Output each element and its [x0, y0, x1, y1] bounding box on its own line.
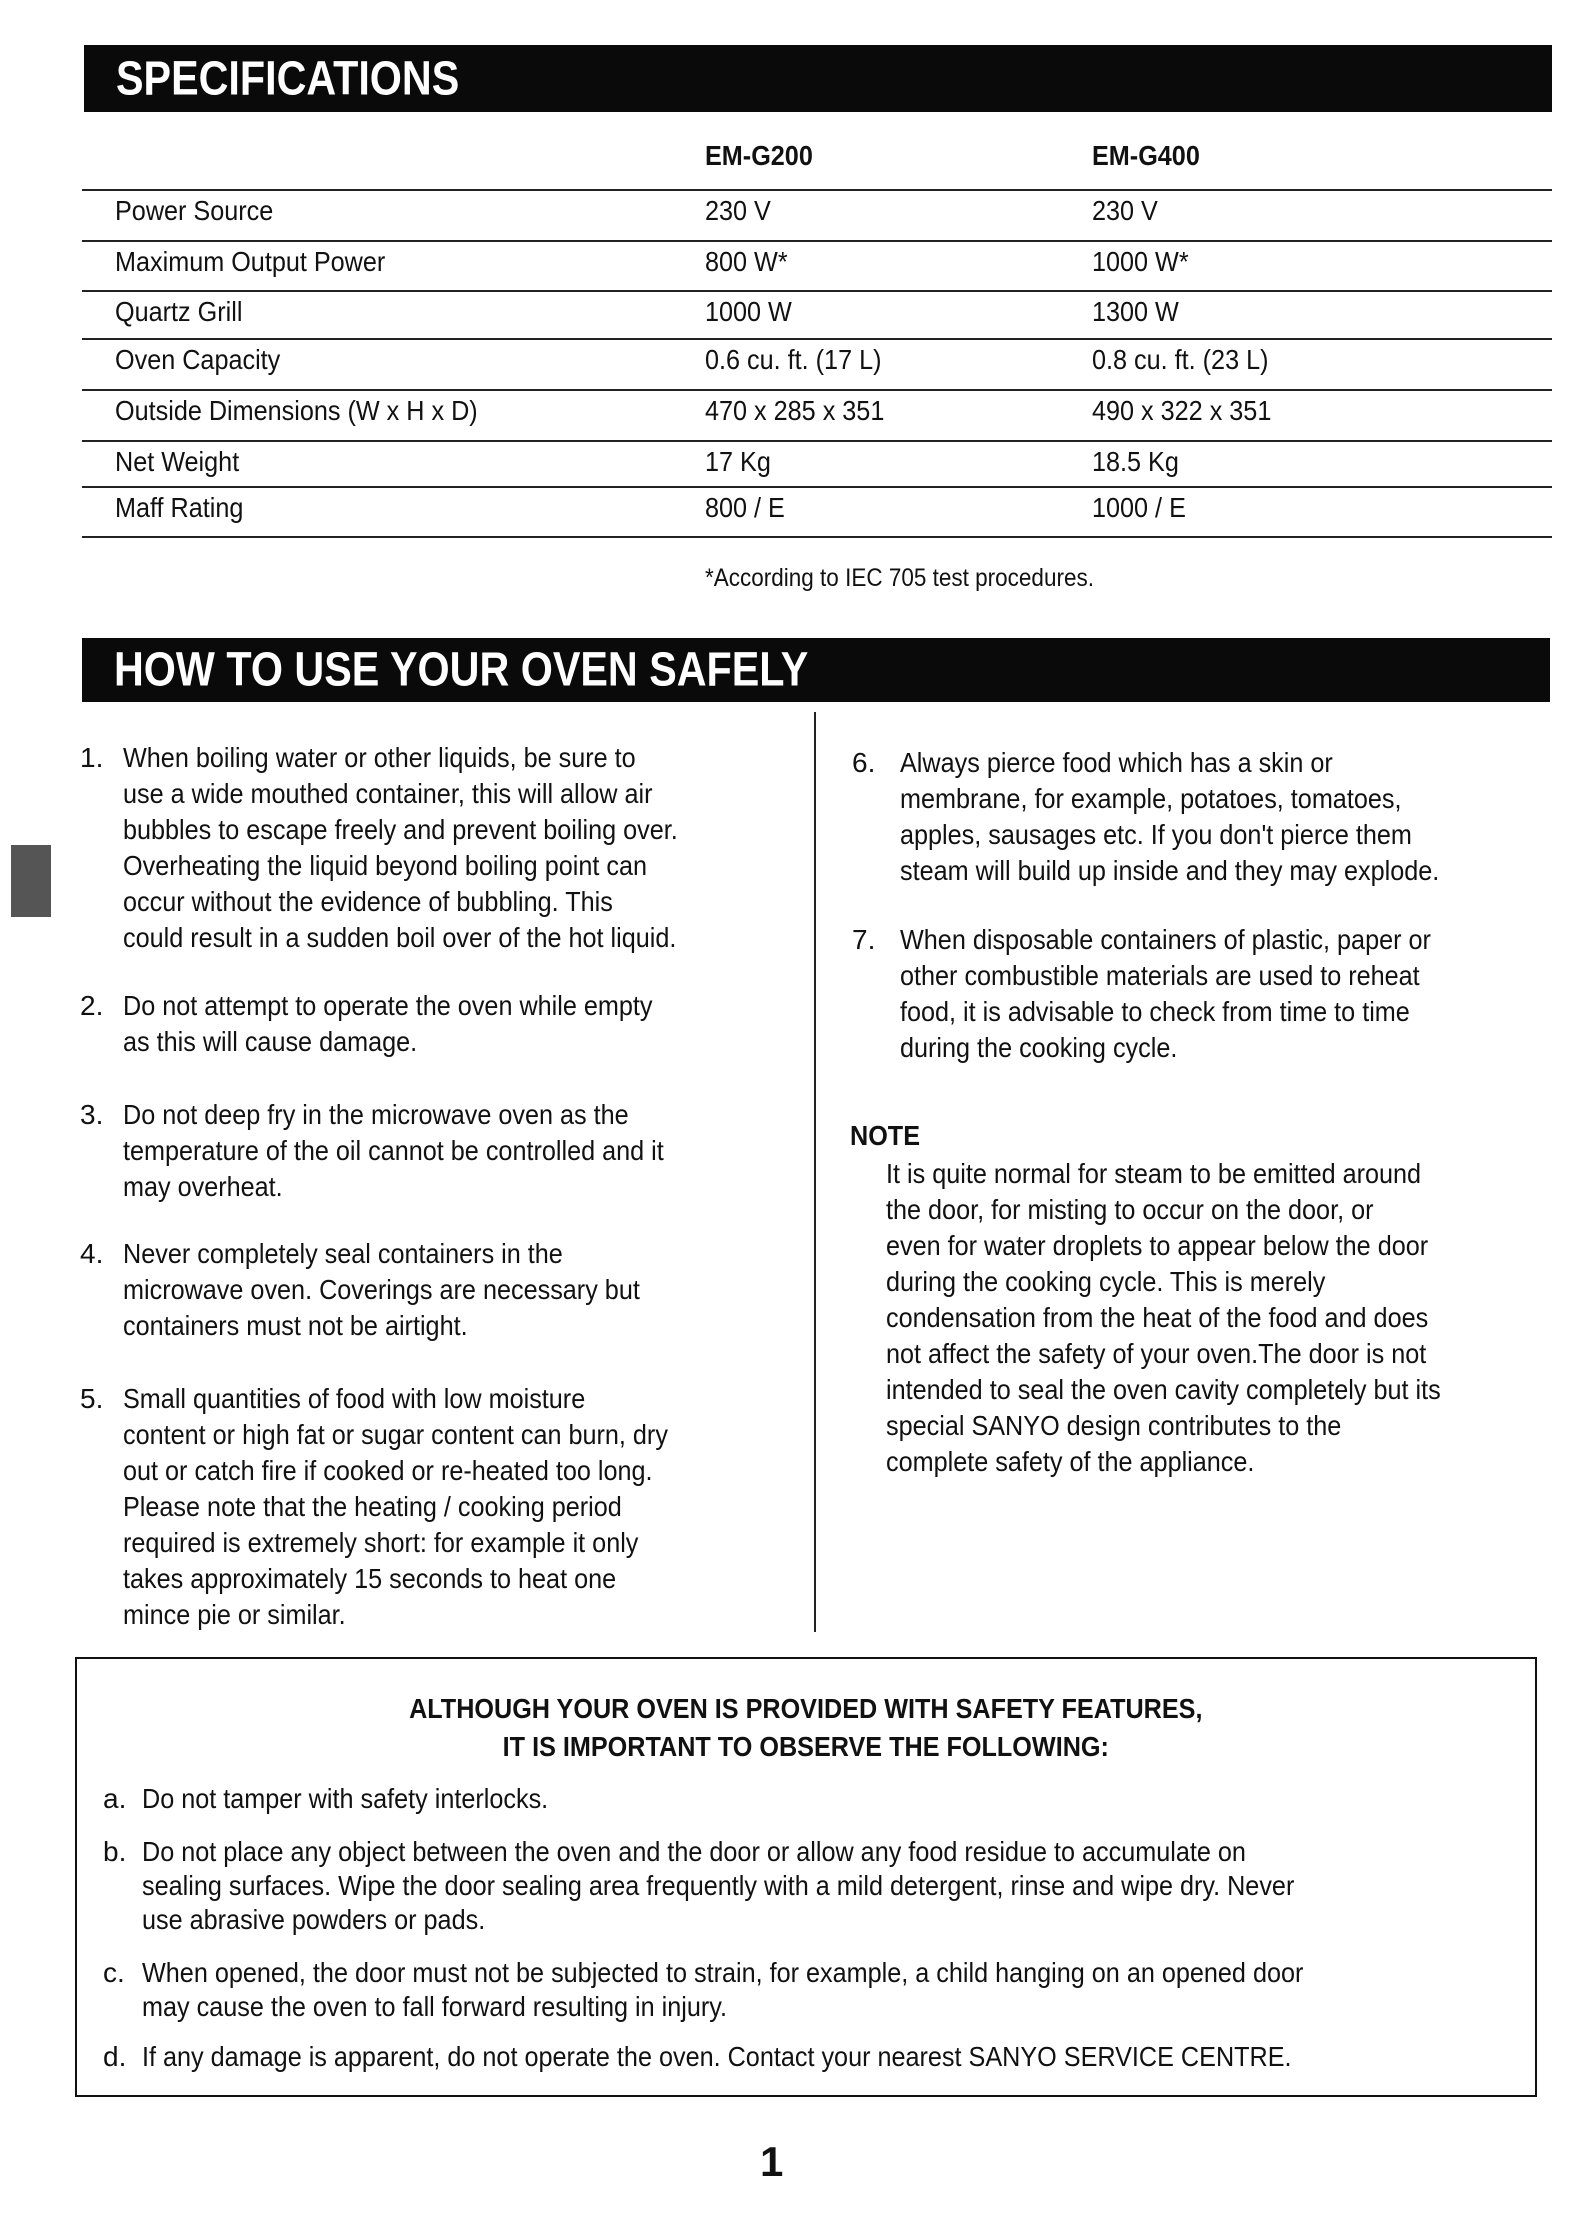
- text-line: [900, 1030, 1490, 1066]
- value-em-g200: [705, 446, 778, 478]
- table-rule: [82, 290, 1552, 292]
- value-em-g200: [705, 395, 904, 427]
- table-row: [0, 344, 1576, 384]
- table-row: [0, 492, 1576, 532]
- table-row: [0, 395, 1576, 435]
- value-em-g400: [1092, 246, 1199, 278]
- note-line: [886, 1264, 1502, 1300]
- note-line: [886, 1300, 1502, 1336]
- line-text: Do not tamper with safety interlocks.: [142, 1783, 549, 1814]
- cell-text: 17 Kg: [705, 446, 771, 477]
- item-text: [142, 1835, 1422, 1937]
- line-text: not affect the safety of your oven.The door is not: [886, 1338, 1427, 1369]
- item-number: 6.: [852, 747, 876, 778]
- text-line: [123, 1024, 711, 1060]
- item-number: 3.: [80, 1099, 104, 1130]
- thumb-index-mark: [11, 845, 51, 917]
- line-text: apples, sausages etc. If you don't pierce them: [900, 819, 1412, 850]
- line-text: condensation from the heat of the food and does: [886, 1302, 1429, 1333]
- cell-text: 800 / E: [705, 492, 785, 523]
- cell-text: Outside Dimensions (W x H x D): [115, 395, 478, 426]
- item-letter: d.: [103, 2041, 127, 2072]
- line-text: out or catch fire if cooked or re-heated too long.: [123, 1455, 653, 1486]
- safety-header: [82, 638, 1550, 702]
- value-em-g200: [705, 195, 778, 227]
- row-label: [115, 246, 415, 278]
- item-number: 1.: [80, 742, 104, 773]
- text-line: [142, 1990, 1432, 2024]
- text-line: [123, 1597, 728, 1633]
- line-text: other combustible materials are used to reheat: [900, 960, 1420, 991]
- line-text: membrane, for example, potatoes, tomatoes,: [900, 783, 1402, 814]
- cell-text: Maff Rating: [115, 492, 244, 523]
- text-line: [123, 1308, 697, 1344]
- item-text: [123, 740, 739, 956]
- value-em-g400: [1092, 395, 1291, 427]
- text-line: [123, 812, 739, 848]
- line-text: Overheating the liquid beyond boiling point can: [123, 850, 647, 881]
- line-text: It is quite normal for steam to be emitted around: [886, 1158, 1422, 1189]
- line-text: use abrasive powders or pads.: [142, 1904, 486, 1935]
- text-line: [900, 817, 1499, 853]
- value-em-g400: [1092, 344, 1288, 376]
- table-rule: [82, 240, 1552, 242]
- cell-text: 1000 W: [705, 296, 792, 327]
- line-text: containers must not be airtight.: [123, 1310, 468, 1341]
- text-line: [900, 781, 1499, 817]
- line-text: complete safety of the appliance.: [886, 1446, 1255, 1477]
- note-line: [886, 1444, 1502, 1480]
- text-line: [900, 922, 1490, 958]
- table-row: [0, 246, 1576, 286]
- row-label: [115, 395, 518, 427]
- warning-heading-line: [75, 1728, 1537, 1766]
- item-number: 2.: [80, 990, 104, 1021]
- text-line: [142, 1835, 1422, 1869]
- line-text: may overheat.: [123, 1171, 283, 1202]
- cell-text: 230 V: [705, 195, 771, 226]
- footnote-text: *According to IEC 705 test procedures.: [705, 564, 1094, 592]
- line-text: may cause the oven to fall forward resulting in injury.: [142, 1991, 728, 2022]
- line-text: takes approximately 15 seconds to heat one: [123, 1563, 617, 1594]
- line-text: bubbles to escape freely and prevent boiling over.: [123, 814, 678, 845]
- column-header-text: EM-G400: [1092, 140, 1200, 171]
- row-label: [115, 344, 299, 376]
- note-line: [886, 1372, 1502, 1408]
- cell-text: 1000 / E: [1092, 492, 1186, 523]
- row-label: [115, 296, 257, 328]
- line-text: food, it is advisable to check from time to time: [900, 996, 1410, 1027]
- item-text: [900, 922, 1490, 1066]
- text-line: [142, 1903, 1422, 1937]
- specifications-title: SPECIFICATIONS: [116, 52, 460, 105]
- note-body: [886, 1156, 1502, 1480]
- note-heading: [850, 1118, 928, 1154]
- line-text: use a wide mouthed container, this will allow air: [123, 778, 653, 809]
- text-line: [123, 1417, 728, 1453]
- heading-text: ALTHOUGH YOUR OVEN IS PROVIDED WITH SAFETY FEATURES,: [409, 1693, 1203, 1724]
- text-line: [123, 1489, 728, 1525]
- column-divider: [814, 712, 816, 1632]
- item-number: 7.: [852, 924, 876, 955]
- value-em-g200: [705, 296, 802, 328]
- column-header-em-g400: [1092, 140, 1212, 172]
- line-text: during the cooking cycle. This is merely: [886, 1266, 1326, 1297]
- line-text: sealing surfaces. Wipe the door sealing area frequently with a mild detergent, rinse and wipe dry. Never: [142, 1870, 1295, 1901]
- table-rule: [82, 389, 1552, 391]
- line-text: Never completely seal containers in the: [123, 1238, 563, 1269]
- text-line: [123, 1272, 697, 1308]
- cell-text: 230 V: [1092, 195, 1158, 226]
- note-line: [886, 1192, 1502, 1228]
- cell-text: 18.5 Kg: [1092, 446, 1179, 477]
- line-text: Do not deep fry in the microwave oven as the: [123, 1099, 629, 1130]
- item-text: [900, 745, 1499, 889]
- cell-text: 470 x 285 x 351: [705, 395, 885, 426]
- warning-heading: [75, 1690, 1537, 1766]
- text-line: [123, 848, 739, 884]
- line-text: occur without the evidence of bubbling. This: [123, 886, 613, 917]
- item-text: [142, 1782, 593, 1816]
- cell-text: Power Source: [115, 195, 274, 226]
- text-line: [900, 958, 1490, 994]
- item-text: [142, 1956, 1432, 2024]
- line-text: during the cooking cycle.: [900, 1032, 1178, 1063]
- cell-text: 1000 W*: [1092, 246, 1189, 277]
- heading-text: IT IS IMPORTANT TO OBSERVE THE FOLLOWING:: [502, 1731, 1110, 1762]
- cell-text: Net Weight: [115, 446, 240, 477]
- text-line: [123, 1525, 728, 1561]
- table-rule: [82, 486, 1552, 488]
- text-line: [123, 1236, 697, 1272]
- text-line: [123, 776, 739, 812]
- table-row: [0, 195, 1576, 235]
- item-text: [123, 1097, 724, 1205]
- note-line: [886, 1228, 1502, 1264]
- safety-title: HOW TO USE YOUR OVEN SAFELY: [114, 643, 809, 697]
- text-line: [123, 1097, 724, 1133]
- text-line: [123, 740, 739, 776]
- cell-text: 490 x 322 x 351: [1092, 395, 1272, 426]
- row-label: [115, 446, 253, 478]
- warning-heading-line: [75, 1690, 1537, 1728]
- table-rule: [82, 189, 1552, 191]
- row-label: [115, 492, 258, 524]
- specifications-footnote: [705, 564, 1137, 593]
- cell-text: Quartz Grill: [115, 296, 243, 327]
- value-em-g400: [1092, 446, 1189, 478]
- line-text: the door, for misting to occur on the door, or: [886, 1194, 1374, 1225]
- line-text: Please note that the heating / cooking period: [123, 1491, 622, 1522]
- column-header-em-g200: [705, 140, 825, 172]
- line-text: even for water droplets to appear below the door: [886, 1230, 1429, 1261]
- column-header-text: EM-G200: [705, 140, 813, 171]
- item-text: [123, 1236, 697, 1344]
- note-line: [886, 1408, 1502, 1444]
- table-row: [0, 446, 1576, 486]
- line-text: Small quantities of food with low moisture: [123, 1383, 586, 1414]
- line-text: microwave oven. Coverings are necessary but: [123, 1274, 640, 1305]
- item-letter: a.: [103, 1783, 127, 1814]
- text-line: [123, 1381, 728, 1417]
- line-text: mince pie or similar.: [123, 1599, 346, 1630]
- page-number: 1: [760, 2138, 784, 2185]
- item-text: [142, 2040, 1419, 2074]
- table-row: [0, 296, 1576, 336]
- line-text: steam will build up inside and they may explode.: [900, 855, 1440, 886]
- line-text: special SANYO design contributes to the: [886, 1410, 1342, 1441]
- line-text: If any damage is apparent, do not operate the oven. Contact your nearest SANYO SERVICE CENTRE.: [142, 2041, 1292, 2072]
- text-line: [123, 920, 739, 956]
- text-line: [142, 1782, 593, 1816]
- line-text: could result in a sudden boil over of the hot liquid.: [123, 922, 677, 953]
- table-rule: [82, 536, 1552, 538]
- cell-text: 800 W*: [705, 246, 788, 277]
- note-heading-text: NOTE: [850, 1120, 921, 1151]
- cell-text: 0.8 cu. ft. (23 L): [1092, 344, 1269, 375]
- line-text: When opened, the door must not be subjected to strain, for example, a child hanging on an opened door: [142, 1957, 1304, 1988]
- text-line: [123, 1453, 728, 1489]
- text-line: [123, 1133, 724, 1169]
- value-em-g400: [1092, 195, 1165, 227]
- row-label: [115, 195, 291, 227]
- item-number: 4.: [80, 1238, 104, 1269]
- line-text: When boiling water or other liquids, be sure to: [123, 742, 636, 773]
- text-line: [123, 988, 711, 1024]
- text-line: [142, 2040, 1419, 2074]
- table-rule: [82, 440, 1552, 442]
- value-em-g400: [1092, 296, 1189, 328]
- line-text: temperature of the oil cannot be controlled and it: [123, 1135, 664, 1166]
- value-em-g200: [705, 344, 901, 376]
- text-line: [142, 1956, 1432, 1990]
- text-line: [123, 884, 739, 920]
- table-rule: [82, 338, 1552, 340]
- line-text: as this will cause damage.: [123, 1026, 418, 1057]
- line-text: Do not attempt to operate the oven while empty: [123, 990, 653, 1021]
- cell-text: 1300 W: [1092, 296, 1179, 327]
- specifications-header: [84, 45, 1552, 112]
- item-letter: b.: [103, 1836, 127, 1867]
- item-number: 5.: [80, 1383, 104, 1414]
- text-line: [900, 994, 1490, 1030]
- item-text: [123, 988, 711, 1060]
- text-line: [900, 745, 1499, 781]
- cell-text: Maximum Output Power: [115, 246, 386, 277]
- cell-text: 0.6 cu. ft. (17 L): [705, 344, 882, 375]
- text-line: [900, 853, 1499, 889]
- line-text: When disposable containers of plastic, paper or: [900, 924, 1431, 955]
- text-line: [123, 1169, 724, 1205]
- cell-text: Oven Capacity: [115, 344, 281, 375]
- line-text: Do not place any object between the oven and the door or allow any food residue to accumulate on: [142, 1836, 1246, 1867]
- value-em-g200: [705, 246, 797, 278]
- line-text: required is extremely short: for example it only: [123, 1527, 639, 1558]
- item-letter: c.: [103, 1957, 125, 1988]
- note-line: [886, 1156, 1502, 1192]
- text-line: [123, 1561, 728, 1597]
- value-em-g400: [1092, 492, 1196, 524]
- note-line: [886, 1336, 1502, 1372]
- text-line: [142, 1869, 1422, 1903]
- value-em-g200: [705, 492, 794, 524]
- line-text: content or high fat or sugar content can burn, dry: [123, 1419, 668, 1450]
- line-text: intended to seal the oven cavity completely but its: [886, 1374, 1441, 1405]
- item-text: [123, 1381, 728, 1633]
- line-text: Always pierce food which has a skin or: [900, 747, 1333, 778]
